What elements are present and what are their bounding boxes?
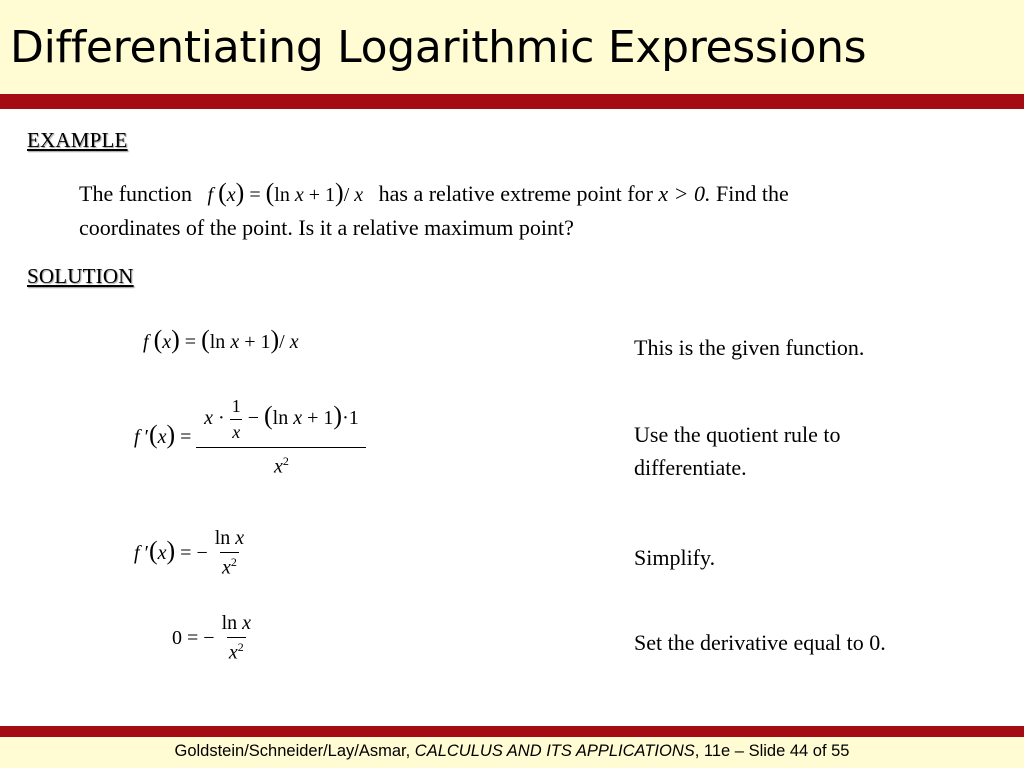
- slide-title: Differentiating Logarithmic Expressions: [10, 22, 867, 73]
- step4-formula: 0 = − $\frac{\text{ln x}}{x^2}$: [172, 612, 252, 664]
- step3-description: Simplify.: [634, 545, 716, 570]
- problem-condition: x > 0.: [658, 181, 711, 206]
- problem-statement-line2: coordinates of the point. Is it a relative maximum point?: [79, 215, 574, 240]
- bottom-divider: [0, 726, 1024, 737]
- step4-description: Set the derivative equal to 0.: [634, 630, 886, 655]
- footer-credit: [0, 742, 1024, 761]
- top-divider: [0, 94, 1024, 109]
- footer-book: CALCULUS AND ITS APPLICATIONS: [414, 742, 695, 760]
- problem-formula: f (x) = (ln x + 1)/ x: [207, 178, 364, 207]
- example-heading: EXAMPLE: [27, 128, 128, 152]
- footer-authors: Goldstein/Schneider/Lay/Asmar,: [174, 742, 415, 760]
- solution-heading: SOLUTION: [27, 264, 134, 288]
- problem-statement-line1: [79, 177, 789, 212]
- step2-description-line2: differentiate.: [634, 455, 747, 480]
- step2-description: [634, 418, 841, 484]
- step1-formula: f (x) = (ln x + 1)/ x: [143, 325, 299, 354]
- step2-description-line1: Use the quotient rule to: [634, 422, 841, 447]
- footer-edition: , 11e – Slide 44 of 55: [694, 742, 850, 760]
- step2-formula: f ′(x) = x · $\frac{1}{x}$ − (ln x + 1)·1 $x^2$: [134, 396, 366, 479]
- step3-formula: f ′(x) = − $\frac{\text{ln x}}{x^2}$: [134, 527, 245, 579]
- problem-before: The function: [79, 181, 193, 206]
- step1-description: This is the given function.: [634, 335, 865, 360]
- problem-middle: has a relative extreme point for: [378, 181, 653, 206]
- problem-after: Find the: [716, 181, 789, 206]
